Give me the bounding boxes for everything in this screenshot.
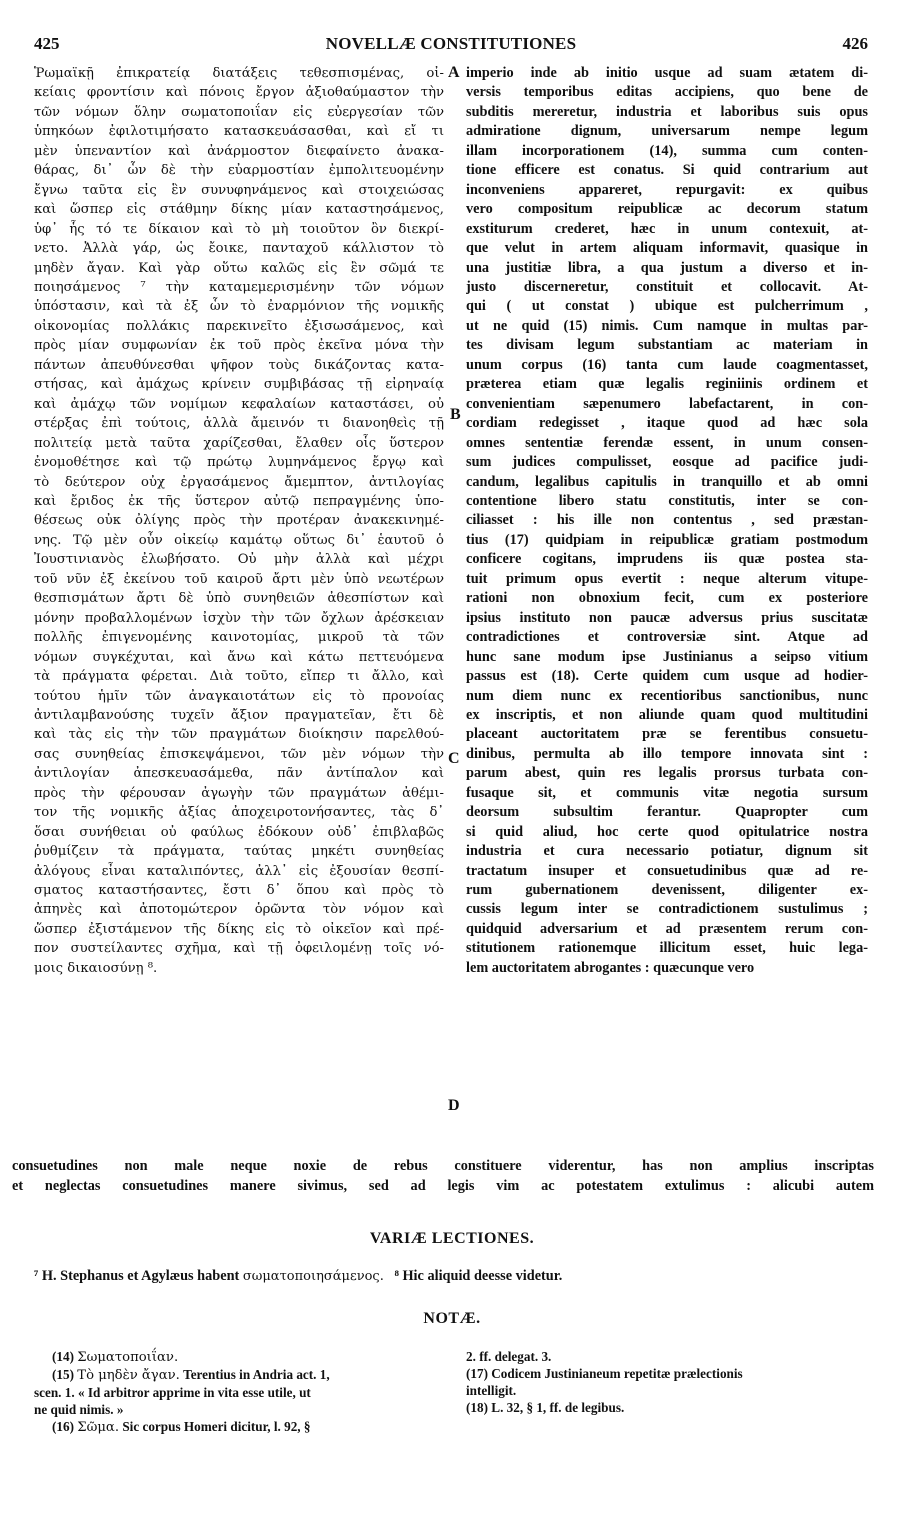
greek-line: πρὸς τὴν φέρουσαν ἀγωγὴν τῶν πραγμάτων ἀθέμι- [34,785,444,801]
latin-line: tractatum insuper et consuetudinibus quæ ad re- [466,862,868,879]
latin-line: cordiam redegisset , itaque quod ad hæc sola [466,415,868,432]
latin-line: quidquid adversarium et ad præsentem rerum con- [466,920,868,937]
latin-line: placeant auctoritatem præ se ferentibus consuetu- [466,726,868,743]
latin-line: que velut in artem aliquam informavit, quasique in [466,240,868,257]
greek-line: πάντων ἀπευθύνεσθαι ψῆφον τοὺς δικάζοντας κατα- [34,357,444,373]
greek-line: μηδὲν ἄγαν. Καὶ γὰρ οὕτω καλῶς εἰς ἓν σῶμά τε [34,260,444,276]
latin-line: lem auctoritatem abrogantes : quæcunque vero [466,959,755,976]
latin-line: exstiturum crederet, hæc in unum contexuit, at- [466,220,868,237]
greek-line: τὸ δεύτερον οὐχ ἐργασάμενος ἄμεμπτον, ἀντιλογίας [34,474,444,490]
greek-line: ἀλόγους εἶναι καταλιπόντες, ἀλλ᾽ εἰς ἐξουσίαν θεσπί- [34,863,444,879]
note-number: (14) [52,1349,74,1364]
variant-note-7: ⁷ H. Stephanus et Agylæus habent [34,1268,240,1284]
note-text: Sic corpus Homeri dicitur, l. 92, § [122,1419,311,1434]
latin-line: qui ( ut constat ) ubique est pulcherrimum , [466,298,868,315]
greek-line: νετο. Ἀλλὰ γάρ, ὡς ἔοικε, πανταχοῦ κάλλιστον τὸ [34,241,444,257]
note-line [52,1418,442,1436]
note-line: (18) L. 32, § 1, ff. de legibus. [466,1400,625,1415]
notae-heading: NOTÆ. [423,1310,481,1327]
latin-line: convenientiam sæpenumero labefactarent, in con- [466,395,868,412]
latin-line: si quid aliud, hoc certe quod opitulatrice nostra [466,823,868,840]
greek-line: ὥσπερ ἐξιστάμενον τῆς δίκης εἰς τὸ οἰκεῖον καὶ πρέ- [34,921,444,937]
greek-line: θάρας, δι᾽ ὧν δὲ τὴν εὐαρμοστίαν ἐμπολιτευομένην [34,163,444,179]
greek-line: καὶ ἔριδος ἐκ τῆς ὕστερον αὐτῷ πεπραγμένης ὑπο- [34,493,444,509]
latin-line: contentione libero statu constitutis, inter se con- [466,492,868,509]
greek-line: πολιτείᾳ μετὰ ταῦτα χαρίζεσθαι, ἔλαθεν οἷς ὕστερον [34,435,444,451]
latin-line: dinibus, permulta ab illo tempore innovata sint : [466,745,868,762]
greek-text-column [34,64,444,978]
greek-line: καὶ ὥσπερ εἰς στάθμην δίκης μίαν καταστησάμενος, [34,202,444,218]
greek-line: κείαις φροντίσιν καὶ πόνοις ἔργον ἀξιοθαύμαστον τὴν [34,85,444,101]
greek-line: ὑπηκόων ἐφιλοτιμήσατο κατασκευάσασθαι, καὶ εἴ τι [34,124,444,140]
note-greek: Σῶμα. [77,1420,120,1435]
latin-line: num diem nunc ex recentioribus sanctionibus, nunc [466,687,868,704]
page-number-left: 425 [34,34,60,53]
note-greek: Τὸ μηδὲν ἄγαν. [77,1368,180,1383]
latin-line: inconveniens appareret, repurgavit: ex quibus [466,181,868,198]
latin-line: vero compositum reipublicæ ac decorum statum [466,201,868,218]
latin-line: tius (17) quidpiam in reipublicæ gratiam postmodum [466,531,868,548]
note-line: 2. ff. delegat. 3. [466,1349,552,1364]
margin-marker-c: C [448,750,460,767]
greek-line: καὶ ἀμάχῳ τῶν νομίμων κεφαλαίων καταστάσει, οὐ [34,396,444,412]
running-header [34,34,868,56]
latin-line: ipsius instituto non paucæ adversus prius suscitatæ [466,609,868,626]
greek-line: ὑφ᾽ ἧς τό τε δίκαιον καὶ τὸ μὴ τοιοῦτον ὂν διεκρί- [34,221,444,237]
latin-line: contradictiones et controversiæ sint. Atque ad [466,629,868,646]
latin-line: candum, legalibus capitulis in tranquillo et ab omni [466,473,868,490]
latin-line: stitutionem rationemque illicitum esset, huic lega- [466,940,868,957]
greek-line: ἐνομοθέτησε καὶ τῷ πρώτῳ λυμηνάμενος ἔργῳ καὶ [34,455,444,471]
note-line: intelligit. [466,1383,517,1398]
latin-line: fusaque sit, et communis vitæ negotia sursum [466,784,868,801]
latin-line: unum corpus (16) tanta cum laude coagmentasset, [466,356,868,373]
latin-line: præterea etiam quæ legalis reginiinis ordinem et [466,376,868,393]
greek-line: θεσπισμάτων ἄρτι δὲ ὑπὸ συνηθειῶν ἀθεσπίστων καὶ [34,591,444,607]
latin-line: illam incorporationem (14), summa cum conten- [466,142,868,159]
greek-line: πον συστείλαντες σχῆμα, καὶ τῇ ὀφειλομένῃ τοῖς νό- [34,941,444,957]
greek-line: καὶ τὰς εἰς τὴν τῶν πραγμάτων διοίκησιν παρελθού- [34,727,444,743]
note-number: (15) [52,1367,74,1382]
margin-marker-b: B [450,406,461,423]
notes-right-column [466,1348,870,1416]
greek-line: τον τῆς νομικῆς ἀξίας ἀποχειροτονήσαντες, τὰς δ᾽ [34,805,444,821]
latin-line: ut ne quid (15) nimis. Cum namque in multas par- [466,317,868,334]
greek-line: ἔγνω ταῦτα εἰς ἓν συνυφηνάμενος καὶ στοιχειώσας [34,182,444,198]
latin-line: tuit primum opus evertit : neque alterum vitupe- [466,570,868,587]
greek-line: Ῥωμαϊκῇ ἐπικρατείᾳ διατάξεις τεθεσπισμένας, οἰ- [34,66,444,81]
margin-marker-a: A [448,64,460,81]
latin-line: ciliasset : his ille non contentus , sed præstan- [466,512,868,529]
latin-line: conficere cogitans, imprudens iis quæ postea sta- [466,551,868,568]
greek-line: στέρξας ἐπὶ τούτοις, ἀλλὰ ἄμεινόν τι διανοηθεὶς τῇ [34,416,444,432]
latin-line: parum abest, quin res legalis prorsus turbata con- [466,765,868,782]
note-line [52,1366,442,1384]
greek-line: ἀντιλαμβανούσης τυχεῖν ἄξιον πραγματεῖαν, ἔτι δὲ [34,707,444,723]
greek-line: οἰκονομίας πολλάκις παρεκινεῖτο ἐξισωσάμενος, καὶ [34,318,444,334]
greek-line: σματος καταστήσαντες, ἔστι δ᾽ ὅπου καὶ πρὸς τὸ [34,883,444,899]
greek-line: νης. Τῷ μὲν οὖν οἰκείῳ καμάτῳ οὕτως δι᾽ ἑαυτοῦ ὁ [34,532,444,548]
latin-line: industria et cura necessario potiatur, dignum sit [466,843,868,860]
note-number: (16) [52,1419,74,1434]
latin-line: tes divisam legum substantiam ac materiam in [466,337,868,354]
latin-line: imperio inde ab initio usque ad suam ætatem di- [466,65,868,81]
greek-line: θέσεως οὐκ ὀλίγης πρὸς τὴν προτέραν ἀνακεκινημέ- [34,513,444,529]
latin-line: ex inscriptis, et non aliunde quam quod multitudini [466,706,868,723]
greek-line: νόμων συγκέχυται, καὶ ἄνω καὶ κάτω πεττευόμενα [34,649,444,665]
greek-line: ὅσαι συνήθειαι οὐ φαύλως ἐδόκουν οὐδ᾽ ἐπιβλαβῶς [34,824,444,840]
greek-line: τὰ πράγματα φέρεται. Διὰ τοῦτο, εἴπερ τι ἄλλο, καὶ [34,669,444,685]
full-width-continuation [12,1157,874,1196]
note-greek: Σωματοποιΐαν. [77,1350,179,1365]
latin-line: cussis legum inter se contradictionem sustulimus ; [466,901,868,918]
latin-line: omnes sententiæ ferendæ essent, in unum consen- [466,434,868,451]
latin-text-column [466,64,868,978]
greek-line: ἀπηνὲς καὶ ἀποτομώτερον ὁρῶντα τὸν νόμον καὶ [34,902,444,918]
greek-line: σας συνηθείας ἐπισκεψάμενοι, τῶν μὲν νόμων τὴν [34,746,444,762]
full-line: et neglectas consuetudines manere sivimus, sed ad legis vim ac potestatem extulimus : alicubi autem [12,1177,874,1194]
latin-line: rum gubernationem devenissent, diligenter ex- [466,882,868,899]
note-line: (17) Codicem Justinianeum repetitæ prælectionis [466,1366,743,1381]
greek-line: τῶν νόμων ὅλην σωματοποιΐαν εἰς εὐεργεσίαν τῶν [34,104,444,120]
latin-line: admiratione dignum, universarum nempe legum [466,123,868,140]
variant-note-8: ⁸ Hic aliquid deesse videtur. [394,1268,563,1284]
greek-line: πρὸς μίαν συμφωνίαν ἐκ τοῦ πρὸς ἐκεῖνα μόνα τὴν [34,338,444,354]
latin-line: rationi non obnoxium fecit, cum ex posteriore [466,590,868,607]
note-text: Terentius in Andria act. 1, [183,1367,330,1382]
greek-line: ἀντιλογίαν ἀπεσκευασάμεθα, πᾶν ἀντίπαλον καὶ [34,766,444,782]
latin-line: tione efficere est conatus. Si quid contrarium aut [466,162,868,179]
page-number-right: 426 [842,34,868,53]
greek-line: μὲν ὑπεναντίον καὶ ἀνάρμοστον διεφαίνετο ἀνακα- [34,143,444,159]
greek-line: τούτου ἡμῖν τῶν ἀναγκαιοτάτων εἰς τὸ προνοίας [34,688,444,704]
notes-left-column [34,1348,442,1436]
greek-line: πολλῆς ἐπιγενομένης καινοτομίας, μικροῦ τὰ τῶν [34,630,444,646]
variae-lectiones-heading: VARIÆ LECTIONES. [369,1230,535,1247]
greek-line: ὑπόστασιν, καὶ τὰ ἐξ ὧν τὸ ἐναρμόνιον τῆς νομικῆς [34,299,444,315]
note-line: scen. 1. « Id arbitror apprime in vita esse utile, ut [34,1385,311,1400]
latin-line: justo discerneretur, constituit et collocavit. At- [466,278,868,295]
latin-line: una justitiæ libra, a qua justum a diverso et in- [466,259,868,276]
latin-line: versis temporibus editas accipiens, quo bene de [466,84,868,101]
latin-line: passus est (18). Certe quidem cum usque ad hodier- [466,668,868,685]
latin-line: sum judices compulisset, eosque ad pacifice judi- [466,454,868,471]
latin-line: deorsum subsultim ferantur. Quapropter cum [466,804,868,821]
greek-line: μοις δικαιοσύνῃ ⁸. [34,960,158,976]
greek-line: ποιησάμενος ⁷ τὴν καταμεμερισμένην τῶν νόμων [34,279,444,295]
full-line: consuetudines non male neque noxie de rebus constituere viderentur, has non amplius inscriptas [12,1158,874,1174]
latin-line: hunc sane modum ipse Justinianus a seipso vitium [466,648,868,665]
greek-line: Ἰουστινιανὸς ἐλωβήσατο. Οὐ μὴν ἀλλὰ καὶ μέχρι [34,552,444,568]
note-line: ne quid nimis. » [34,1402,124,1417]
variant-note-7-greek: σωματοποιησάμενος. [242,1269,384,1284]
greek-line: ῥυθμίζειν τὰ πράγματα, ταύτας μηκέτι συνηθείας [34,844,444,860]
margin-marker-d: D [448,1097,460,1114]
greek-line: στήσας, καὶ ἀμάχως κρίνειν συμβιβάσας τῇ εἰρηναίᾳ [34,377,444,393]
variae-lectiones-text [34,1268,562,1285]
note-line [52,1348,442,1366]
latin-line: subditis mereretur, industria et laboribus suis opus [466,103,868,120]
running-title: NOVELLÆ CONSTITUTIONES [325,34,577,53]
greek-line: τοῦ νῦν ἐξ ἐκείνου τοῦ καιροῦ ἄρτι μὲν ὑπὸ νεωτέρων [34,571,444,587]
greek-line: μόνην προβαλλομένων ἰσχὺν τὴν τῶν ὄχλων ἀρέσκειαν [34,610,444,626]
